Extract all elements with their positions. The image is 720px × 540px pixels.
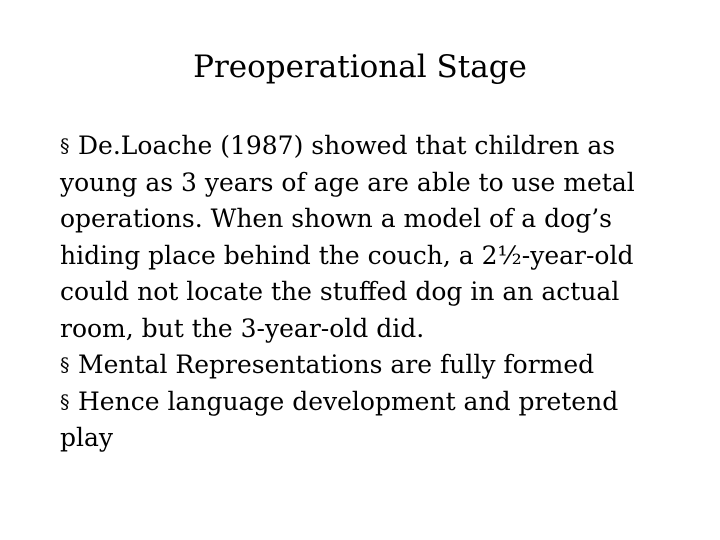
bullet-line: could not locate the stuffed dog in an actual [60, 277, 620, 306]
bullet-line: § De.Loache (1987) showed that children as [60, 128, 700, 165]
bullet-symbol: § [60, 354, 70, 376]
bullet-line: § Hence language development and pretend [60, 384, 700, 421]
bullet-item [60, 347, 700, 384]
bullet-line: young as 3 years of age are able to use metal [60, 167, 635, 197]
bullet-line: play [60, 423, 114, 452]
bullet-item [60, 384, 700, 457]
bullet-line: hiding place behind the couch, a 2½-year-old [60, 240, 634, 270]
bullet-symbol: § [60, 390, 70, 413]
slide-body [60, 128, 700, 457]
bullet-line: § Mental Representations are fully formed [60, 347, 700, 384]
bullet-line: operations. When shown a model of a dog’s [60, 204, 612, 233]
bullet-item [60, 128, 700, 347]
bullet-symbol: § [60, 135, 70, 157]
bullet-line: room, but the 3-year-old did. [60, 313, 425, 343]
slide-title: Preoperational Stage [193, 49, 527, 85]
